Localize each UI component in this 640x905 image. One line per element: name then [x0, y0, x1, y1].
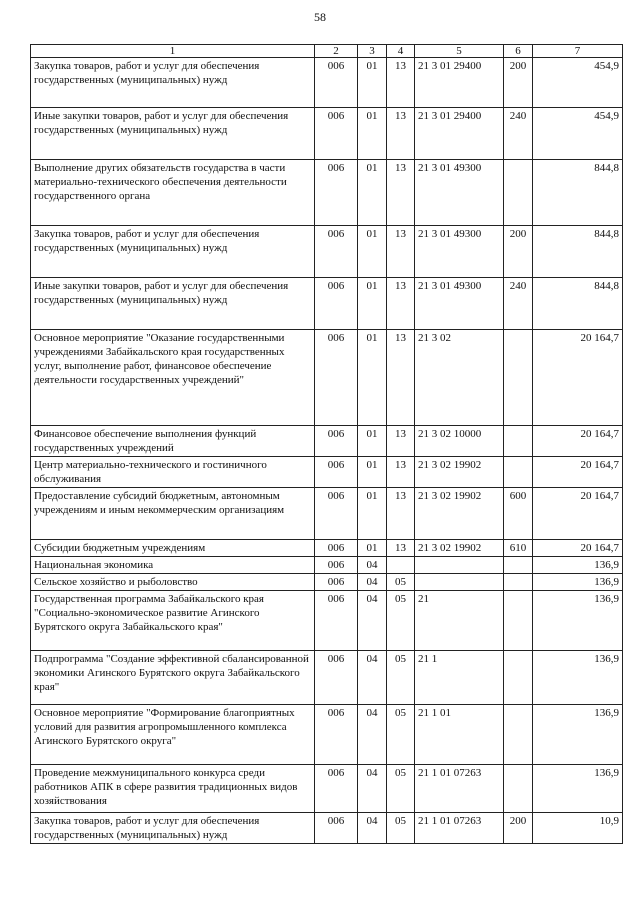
table-row	[31, 58, 623, 108]
target-article: 21	[415, 591, 504, 651]
section-code: 01	[358, 457, 387, 488]
admin-code: 006	[315, 108, 358, 160]
subsection-code: 13	[387, 160, 415, 226]
section-code: 04	[358, 651, 387, 705]
col-header-1: 1	[31, 45, 315, 58]
section-code: 04	[358, 813, 387, 844]
row-name: Основное мероприятие "Формирование благоприятных условий для развития агропромышленного комплекса Агинского Бурятского округа"	[31, 705, 315, 765]
section-code: 04	[358, 705, 387, 765]
section-code: 04	[358, 574, 387, 591]
row-name: Национальная экономика	[31, 557, 315, 574]
expense-type	[504, 591, 533, 651]
subsection-code: 13	[387, 488, 415, 540]
expense-type: 600	[504, 488, 533, 540]
row-name: Проведение межмуниципального конкурса среди работников АПК в сфере развития традиционных видов хозяйствования	[31, 765, 315, 813]
expense-type: 200	[504, 226, 533, 278]
admin-code: 006	[315, 457, 358, 488]
admin-code: 006	[315, 574, 358, 591]
amount: 136,9	[533, 574, 623, 591]
admin-code: 006	[315, 226, 358, 278]
table-row	[31, 591, 623, 651]
table-row	[31, 557, 623, 574]
row-name: Подпрограмма "Создание эффективной сбалансированной экономики Агинского Бурятского округа Забайкальского края"	[31, 651, 315, 705]
amount: 136,9	[533, 651, 623, 705]
amount: 454,9	[533, 108, 623, 160]
col-header-7: 7	[533, 45, 623, 58]
table-row	[31, 488, 623, 540]
expense-type: 200	[504, 58, 533, 108]
col-header-3: 3	[358, 45, 387, 58]
section-code: 01	[358, 330, 387, 426]
target-article: 21 3 01 29400	[415, 108, 504, 160]
subsection-code: 13	[387, 540, 415, 557]
subsection-code: 05	[387, 765, 415, 813]
table-row	[31, 765, 623, 813]
expense-type: 200	[504, 813, 533, 844]
table-row	[31, 226, 623, 278]
expense-type	[504, 426, 533, 457]
section-code: 01	[358, 278, 387, 330]
subsection-code: 13	[387, 108, 415, 160]
amount: 10,9	[533, 813, 623, 844]
row-name: Центр материально-технического и гостиничного обслуживания	[31, 457, 315, 488]
amount: 136,9	[533, 705, 623, 765]
subsection-code: 13	[387, 226, 415, 278]
section-code: 01	[358, 488, 387, 540]
table-row	[31, 160, 623, 226]
row-name: Иные закупки товаров, работ и услуг для обеспечения государственных (муниципальных) нужд	[31, 278, 315, 330]
admin-code: 006	[315, 160, 358, 226]
header-row	[31, 45, 623, 58]
col-header-6: 6	[504, 45, 533, 58]
subsection-code: 05	[387, 813, 415, 844]
amount: 136,9	[533, 591, 623, 651]
section-code: 01	[358, 226, 387, 278]
target-article: 21 3 02 19902	[415, 488, 504, 540]
admin-code: 006	[315, 426, 358, 457]
amount: 20 164,7	[533, 330, 623, 426]
subsection-code: 05	[387, 651, 415, 705]
table-row	[31, 574, 623, 591]
table-row	[31, 813, 623, 844]
table-row	[31, 705, 623, 765]
table-row	[31, 278, 623, 330]
table-row	[31, 457, 623, 488]
amount: 844,8	[533, 160, 623, 226]
expense-type	[504, 765, 533, 813]
admin-code: 006	[315, 765, 358, 813]
amount: 136,9	[533, 765, 623, 813]
section-code: 01	[358, 426, 387, 457]
section-code: 01	[358, 58, 387, 108]
target-article: 21 3 01 49300	[415, 226, 504, 278]
section-code: 01	[358, 540, 387, 557]
row-name: Закупка товаров, работ и услуг для обеспечения государственных (муниципальных) нужд	[31, 226, 315, 278]
col-header-5: 5	[415, 45, 504, 58]
admin-code: 006	[315, 278, 358, 330]
amount: 20 164,7	[533, 540, 623, 557]
admin-code: 006	[315, 58, 358, 108]
col-header-2: 2	[315, 45, 358, 58]
amount: 844,8	[533, 226, 623, 278]
row-name: Субсидии бюджетным учреждениям	[31, 540, 315, 557]
expense-type	[504, 705, 533, 765]
expense-type	[504, 160, 533, 226]
section-code: 01	[358, 160, 387, 226]
amount: 844,8	[533, 278, 623, 330]
admin-code: 006	[315, 557, 358, 574]
subsection-code: 13	[387, 426, 415, 457]
expense-type	[504, 651, 533, 705]
target-article: 21 1 01 07263	[415, 765, 504, 813]
admin-code: 006	[315, 591, 358, 651]
row-name: Иные закупки товаров, работ и услуг для обеспечения государственных (муниципальных) нужд	[31, 108, 315, 160]
section-code: 04	[358, 591, 387, 651]
subsection-code: 13	[387, 457, 415, 488]
row-name: Закупка товаров, работ и услуг для обеспечения государственных (муниципальных) нужд	[31, 813, 315, 844]
target-article: 21 3 02 19902	[415, 457, 504, 488]
subsection-code: 13	[387, 58, 415, 108]
admin-code: 006	[315, 651, 358, 705]
target-article	[415, 557, 504, 574]
admin-code: 006	[315, 540, 358, 557]
row-name: Основное мероприятие "Оказание государственными учреждениями Забайкальского края государственных услуг, выполнение работ, финансовое обеспечение деятельности государственных учреждений"	[31, 330, 315, 426]
section-code: 04	[358, 765, 387, 813]
subsection-code: 05	[387, 574, 415, 591]
row-name: Закупка товаров, работ и услуг для обеспечения государственных (муниципальных) нужд	[31, 58, 315, 108]
expense-type	[504, 330, 533, 426]
row-name: Предоставление субсидий бюджетным, автономным учреждениям и иным некоммерческим организациям	[31, 488, 315, 540]
expense-type	[504, 557, 533, 574]
expense-type	[504, 457, 533, 488]
target-article: 21 1 01	[415, 705, 504, 765]
amount: 20 164,7	[533, 426, 623, 457]
section-code: 04	[358, 557, 387, 574]
amount: 454,9	[533, 58, 623, 108]
target-article: 21 3 02	[415, 330, 504, 426]
subsection-code: 05	[387, 591, 415, 651]
expense-type: 610	[504, 540, 533, 557]
table-row	[31, 426, 623, 457]
target-article: 21 3 02 10000	[415, 426, 504, 457]
table-row	[31, 651, 623, 705]
col-header-4: 4	[387, 45, 415, 58]
target-article	[415, 574, 504, 591]
amount: 20 164,7	[533, 488, 623, 540]
expense-type: 240	[504, 278, 533, 330]
target-article: 21 1 01 07263	[415, 813, 504, 844]
target-article: 21 3 01 29400	[415, 58, 504, 108]
budget-table	[30, 44, 623, 844]
row-name: Государственная программа Забайкальского края "Социально-экономическое развитие Агинского Бурятского округа Забайкальского края"	[31, 591, 315, 651]
target-article: 21 3 01 49300	[415, 160, 504, 226]
target-article: 21 3 02 19902	[415, 540, 504, 557]
subsection-code	[387, 557, 415, 574]
admin-code: 006	[315, 813, 358, 844]
section-code: 01	[358, 108, 387, 160]
subsection-code: 13	[387, 278, 415, 330]
table-row	[31, 330, 623, 426]
expense-type	[504, 574, 533, 591]
table-row	[31, 540, 623, 557]
row-name: Финансовое обеспечение выполнения функций государственных учреждений	[31, 426, 315, 457]
subsection-code: 13	[387, 330, 415, 426]
admin-code: 006	[315, 330, 358, 426]
row-name: Выполнение других обязательств государства в части материально-технического обеспечения деятельности государственного органа	[31, 160, 315, 226]
row-name: Сельское хозяйство и рыболовство	[31, 574, 315, 591]
target-article: 21 1	[415, 651, 504, 705]
target-article: 21 3 01 49300	[415, 278, 504, 330]
expense-type: 240	[504, 108, 533, 160]
table-row	[31, 108, 623, 160]
subsection-code: 05	[387, 705, 415, 765]
amount: 136,9	[533, 557, 623, 574]
amount: 20 164,7	[533, 457, 623, 488]
page-number: 58	[314, 10, 326, 24]
admin-code: 006	[315, 705, 358, 765]
admin-code: 006	[315, 488, 358, 540]
